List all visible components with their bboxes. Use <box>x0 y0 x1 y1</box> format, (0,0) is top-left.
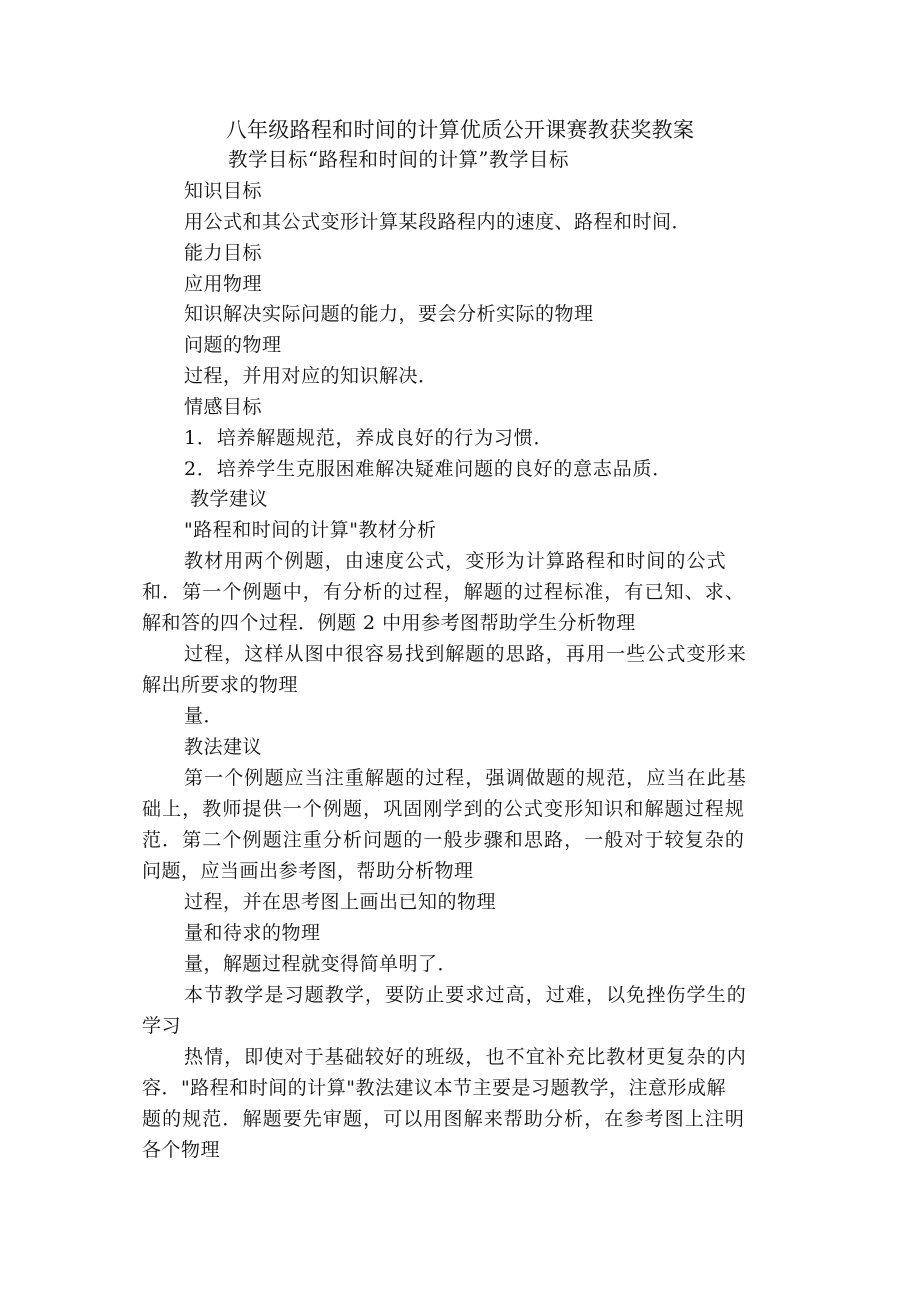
text-line: 2．培养学生克服困难解决疑难问题的良好的意志品质． <box>184 458 673 480</box>
text-line: 学习 <box>142 1015 182 1037</box>
text-line: 问题的物理 <box>184 334 282 356</box>
text-line: 情感目标 <box>184 396 263 418</box>
text-line: 解出所要求的物理 <box>142 674 299 696</box>
text-line: 量，解题过程就变得简单明了． <box>184 953 458 975</box>
text-line: 教法建议 <box>184 736 263 758</box>
text-line: 各个物理 <box>142 1139 221 1161</box>
text-line: 能力目标 <box>184 242 263 264</box>
text-line: 问题，应当画出参考图，帮助分析物理 <box>142 860 474 882</box>
text-line: 量和待求的物理 <box>184 922 321 944</box>
document-title: 八年级路程和时间的计算优质公开课赛教获奖教案 <box>225 118 695 142</box>
text-line: 知识解决实际问题的能力，要会分析实际的物理 <box>184 303 594 325</box>
text-line: 范．第二个例题注重分析问题的一般步骤和思路，一般对于较复杂的 <box>142 829 746 851</box>
teaching-goal-heading: 教学目标“路程和时间的计算”教学目标 <box>228 148 569 171</box>
text-line: 量． <box>184 705 224 727</box>
text-line: 第一个例题应当注重解题的过程，强调做题的规范，应当在此基 <box>184 767 747 789</box>
text-line: 过程，并用对应的知识解决． <box>184 365 438 387</box>
text-line: 应用物理 <box>184 273 263 295</box>
text-line: 解和答的四个过程．例题 2 中用参考图帮助学生分析物理 <box>142 612 636 634</box>
text-line: 过程，这样从图中很容易找到解题的思路，再用一些公式变形来 <box>184 643 747 665</box>
text-line: 热情，即使对于基础较好的班级，也不宜补充比教材更复杂的内 <box>184 1046 747 1068</box>
text-line: 知识目标 <box>184 180 263 202</box>
text-line: 过程，并在思考图上画出已知的物理 <box>184 891 497 913</box>
text-line: 教学建议 <box>190 488 269 510</box>
text-line: "路程和时间的计算"教材分析 <box>184 519 437 541</box>
text-line: 教材用两个例题，由速度公式，变形为计算路程和时间的公式 <box>184 550 727 572</box>
text-line: 本节教学是习题教学，要防止要求过高，过难，以免挫伤学生的 <box>184 984 747 1006</box>
text-line: 题的规范．解题要先审题，可以用图解来帮助分析，在参考图上注明 <box>142 1108 746 1130</box>
text-line: 础上，教师提供一个例题，巩固刚学到的公式变形知识和解题过程规 <box>142 798 746 820</box>
text-line: 和．第一个例题中，有分析的过程，解题的过程标准，有已知、求、 <box>142 581 746 603</box>
text-line: 容．"路程和时间的计算"教法建议本节主要是习题教学，注意形成解 <box>142 1077 726 1099</box>
text-line: 用公式和其公式变形计算某段路程内的速度、路程和时间． <box>184 211 692 233</box>
text-line: 1．培养解题规范，养成良好的行为习惯． <box>184 427 554 449</box>
